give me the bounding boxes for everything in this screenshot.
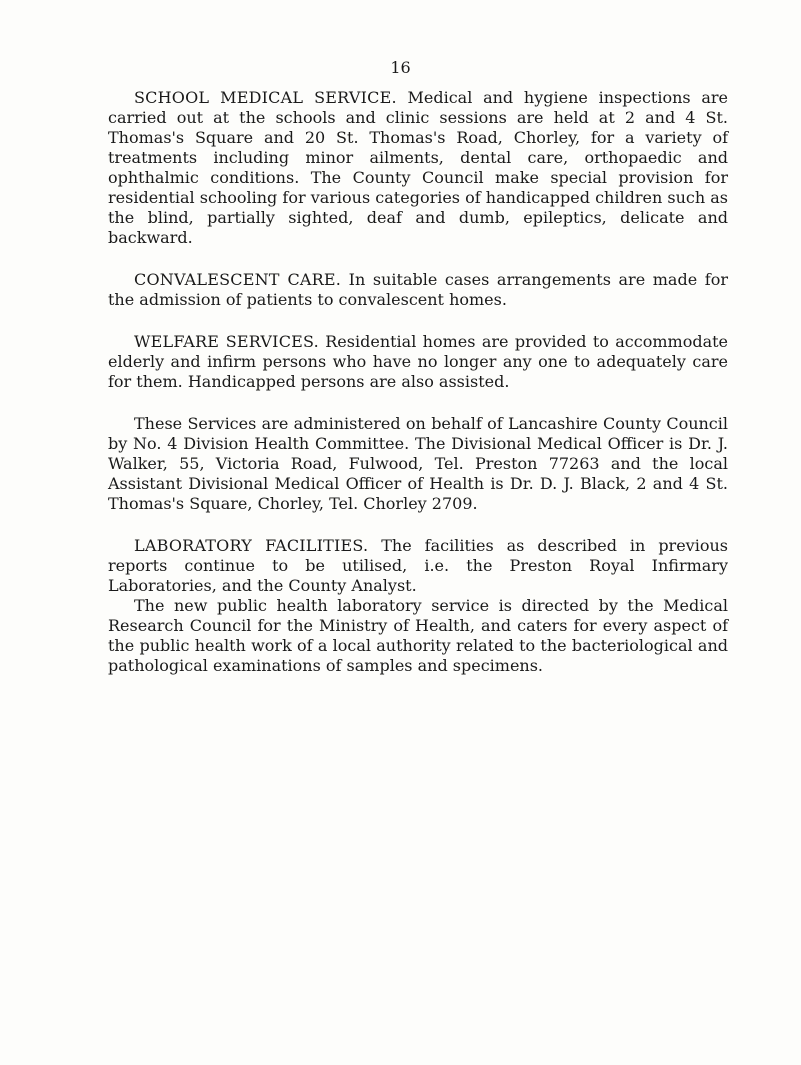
paragraph-convalescent-care <box>108 270 728 310</box>
paragraph-laboratory-facilities <box>108 536 728 596</box>
paragraph-public-health-laboratory: The new public health laboratory service is directed by the Medical Research Council for the Ministry of Health, and caters for every aspect of the public health work of a local authority related to the bacteriological and pathological examinations of samples and specimens. <box>108 596 728 675</box>
text-laboratory-facilities: The facilities as described in previous reports continue to be utilised, i.e. the Preston Royal Infirmary Laboratories, and the County Analyst. <box>108 536 728 595</box>
paragraph-welfare-services <box>108 332 728 392</box>
text-school-medical-service: Medical and hygiene inspections are carried out at the schools and clinic sessions are held at 2 and 4 St. Thomas's Square and 20 St. Thomas's Road, Chorley, for a variety of treatments including minor ailments, dental care, orthopaedic and ophthalmic conditions. The County Council make special provision for residential schooling for various categories of handicapped children such as the blind, partially sighted, deaf and dumb, epileptics, delicate and backward. <box>108 88 728 247</box>
heading-laboratory-facilities: LABORATORY FACILITIES. <box>134 536 369 555</box>
text-welfare-services: Residential homes are provided to accommodate elderly and infirm persons who have no longer any one to adequately care for them. Handicapped persons are also assisted. <box>108 332 729 391</box>
document-body <box>108 88 728 676</box>
paragraph-school-medical-service <box>108 88 728 248</box>
heading-school-medical-service: SCHOOL MEDICAL SERVICE. <box>134 88 397 107</box>
heading-convalescent-care: CONVALESCENT CARE. <box>134 270 342 289</box>
page-number: 16 <box>390 58 411 77</box>
paragraph-administration: These Services are administered on behalf of Lancashire County Council by No. 4 Division Health Committee. The Divisional Medical Officer is Dr. J. Walker, 55, Victoria Road, Fulwood, Tel. Preston 77263 and the local Assistant Divisional Medical Officer of Health is Dr. D. J. Black, 2 and 4 St. Thomas's Square, Chorley, Tel. Chorley 2709. <box>108 414 728 513</box>
text-convalescent-care: In suitable cases arrangements are made for the admission of patients to convalescent homes. <box>108 270 728 309</box>
heading-welfare-services: WELFARE SERVICES. <box>134 332 319 351</box>
